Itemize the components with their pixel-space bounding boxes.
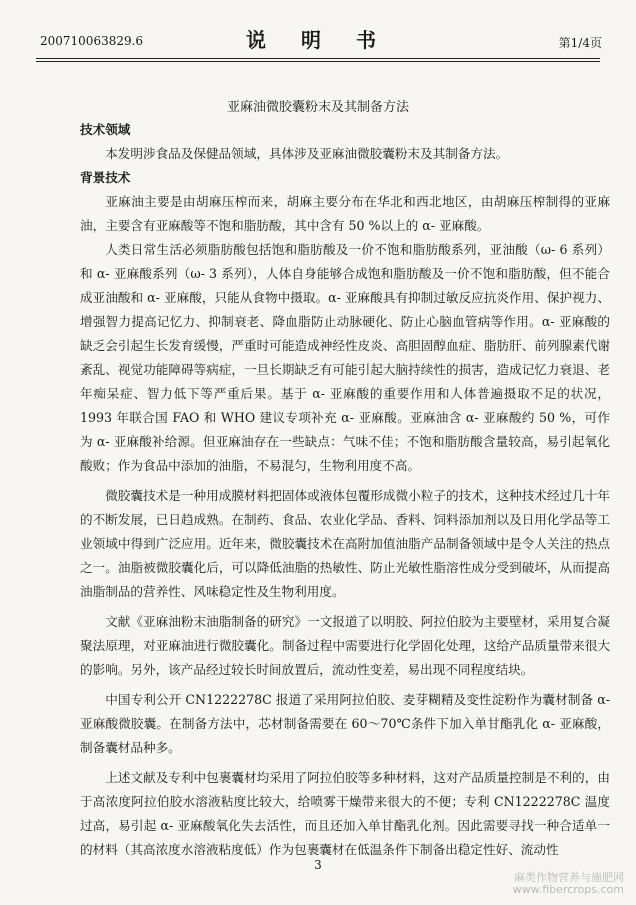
header-title: 说 明 书 — [246, 28, 390, 52]
watermark-line-2: www.fibercrops.com — [512, 883, 624, 896]
paragraph-bg-4: 文献《亚麻油粉末油脂制备的研究》一文报道了以明胶、阿拉伯胶为主要壁材，采用复合凝聚法原理，对亚麻油进行微胶囊化。制备过程中需要进行化学固化处理，这给产品质量带来很大的影响。另外，该产品经过较长时间放置后，流动性变差，易出现不同程度结块。 — [80, 614, 610, 677]
page-number: 3 — [314, 858, 322, 872]
paragraph-bg-5: 中国专利公开 CN1222278C 报道了采用阿拉伯胶、麦芽糊精及变性淀粉作为囊材制备 α- 亚麻酸微胶囊。在制备方法中，芯材制备需要在 60～70℃条件下加入单甘酯乳化 α- 亚麻酸，制备囊材品种多。 — [80, 692, 610, 755]
application-number: 200710063829.6 — [40, 34, 144, 48]
paragraph-bg-3: 微胶囊技术是一种用成膜材料把固体或液体包覆形成微小粒子的技术，这种技术经过几十年的不断发展，已日趋成熟。在制药、食品、农业化学品、香料、饲料添加剂以及日用化学品等工业领域中得到广泛应用。近年来，微胶囊技术在高附加值油脂产品制备领域中是令人关注的热点之一。油脂被微胶囊化后，可以降低油脂的热敏性、防止光敏性脂溶性成分受到破坏，从而提高油脂制品的营养性、风味稳定性及生物利用度。 — [80, 488, 610, 599]
heading-technical-field: 技术领域 — [80, 122, 131, 137]
header-page-indicator: 第1/4页 — [558, 36, 602, 50]
header-rule-bottom — [36, 61, 600, 62]
paragraph-bg-2: 人类日常生活必须脂肪酸包括饱和脂肪酸及一价不饱和脂肪酸系列，亚油酸（ω- 6 系列）和 α- 亚麻酸系列（ω- 3 系列），人体自身能够合成饱和脂肪酸及一价不饱和脂肪酸，但不能合成亚油酸和 α- 亚麻酸，只能从食物中摄取。α- 亚麻酸具有抑制过敏反应抗炎作用、保护视力、增强智力提高记忆力、抑制衰老、降血脂防止动脉硬化、防止心脑血管病等作用。α- 亚麻酸的缺乏会引起生长发育缓慢，严重时可能造成神经性皮炎、高胆固醇血症、脂肪肝、前列腺素代谢紊乱、视觉功能障碍等病症，一旦长期缺乏有可能引起大脑持续性的损害，造成记忆力衰退、老年痴呆症、智力低下等严重后果。基于 α- 亚麻酸的重要作用和人体普遍摄取不足的状况，1993 年联合国 FAO 和 WHO 建议专项补充 α- 亚麻酸。亚麻油含 α- 亚麻酸约 50 %，可作为 α- 亚麻酸补给源。但亚麻油存在一些缺点：气味不佳；不饱和脂肪酸含量较高，易引起氧化酸败；作为食品中添加的油脂，不易混匀，生物利用度不高。 — [80, 242, 610, 473]
paragraph-bg-1: 亚麻油主要是由胡麻压榨而来，胡麻主要分布在华北和西北地区，由胡麻压榨制得的亚麻油，主要含有亚麻酸等不饱和脂肪酸，其中含有 50 %以上的 α- 亚麻酸。 — [80, 194, 610, 233]
watermark — [513, 872, 624, 896]
document-title: 亚麻油微胶囊粉末及其制备方法 — [226, 100, 409, 115]
document-body — [80, 118, 610, 862]
header-rule-top — [36, 58, 600, 59]
paragraph-bg-6: 上述文献及专利中包裹囊材均采用了阿拉伯胶等多种材料，这对产品质量控制是不利的，由于高浓度阿拉伯胶水溶液粘度比较大，给喷雾干燥带来很大的不便；专利 CN1222278C 温度过高，易引起 α- 亚麻酸氧化失去活性，而且还加入单甘酯乳化剂。因此需要寻找一种合适单一的材料（其高浓度水溶液粘度低）作为包裹囊材在低温条件下制备出稳定性好、流动性 — [80, 770, 610, 857]
heading-background: 背景技术 — [80, 170, 131, 185]
watermark-line-1: 麻类作物营养与施肥网 — [514, 871, 624, 884]
paragraph-field: 本发明涉食品及保健品领域，具体涉及亚麻油微胶囊粉末及其制备方法。 — [105, 146, 509, 161]
